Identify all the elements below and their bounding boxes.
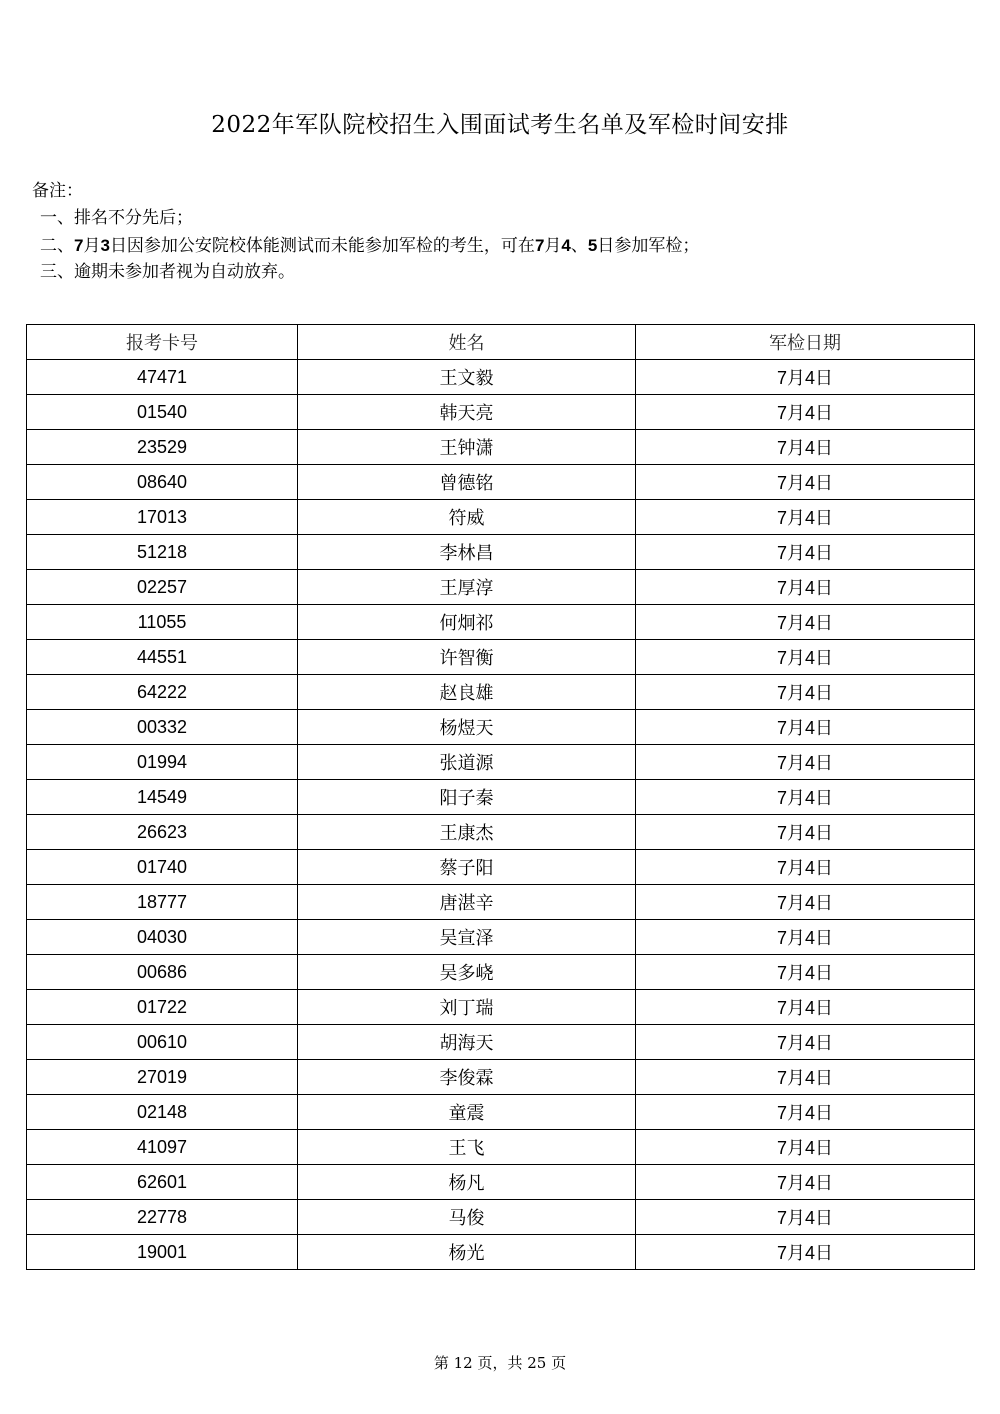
cell-exam-date: 7月4日	[636, 465, 975, 500]
cell-exam-date: 7月4日	[636, 430, 975, 465]
cell-card-number: 47471	[27, 360, 298, 395]
table-row	[27, 675, 975, 710]
table-row	[27, 815, 975, 850]
cell-card-number: 23529	[27, 430, 298, 465]
cell-exam-date: 7月4日	[636, 1235, 975, 1270]
cell-name: 王飞	[298, 1130, 636, 1165]
table-body	[27, 360, 975, 1270]
cell-name: 胡海天	[298, 1025, 636, 1060]
note-item-2-part: 月	[83, 236, 101, 256]
note-item-3: 三、逾期未参加者视为自动放弃。	[40, 262, 295, 282]
cell-exam-date: 7月4日	[636, 815, 975, 850]
note-item-2-part: 日参加军检；	[597, 236, 700, 256]
cell-name: 张道源	[298, 745, 636, 780]
cell-exam-date: 7月4日	[636, 395, 975, 430]
cell-exam-date: 7月4日	[636, 360, 975, 395]
table-row	[27, 395, 975, 430]
note-item-2-part: 月	[544, 236, 562, 256]
cell-exam-date: 7月4日	[636, 570, 975, 605]
cell-card-number: 51218	[27, 535, 298, 570]
cell-exam-date: 7月4日	[636, 885, 975, 920]
cell-name: 唐湛辛	[298, 885, 636, 920]
table-row	[27, 850, 975, 885]
table-row	[27, 1025, 975, 1060]
cell-exam-date: 7月4日	[636, 500, 975, 535]
document-title: 2022年军队院校招生入围面试考生名单及军检时间安排	[211, 112, 789, 138]
cell-exam-date: 7月4日	[636, 850, 975, 885]
cell-card-number: 01722	[27, 990, 298, 1025]
table-row	[27, 920, 975, 955]
cell-exam-date: 7月4日	[636, 1130, 975, 1165]
cell-card-number: 14549	[27, 780, 298, 815]
table-header-row	[27, 325, 975, 360]
cell-name: 杨煜天	[298, 710, 636, 745]
cell-exam-date: 7月4日	[636, 675, 975, 710]
table-row	[27, 1165, 975, 1200]
cell-card-number: 41097	[27, 1130, 298, 1165]
table-row	[27, 1060, 975, 1095]
cell-name: 李林昌	[298, 535, 636, 570]
cell-name: 杨光	[298, 1235, 636, 1270]
notes-section	[32, 178, 699, 286]
cell-name: 蔡子阳	[298, 850, 636, 885]
note-item-2-part: 日因参加公安院校体能测试而未能参加军检的考生，可在	[109, 236, 535, 256]
cell-exam-date: 7月4日	[636, 745, 975, 780]
cell-name: 符威	[298, 500, 636, 535]
table-row	[27, 465, 975, 500]
cell-exam-date: 7月4日	[636, 1025, 975, 1060]
page-number: 第 12 页，共 25 页	[433, 1354, 567, 1372]
cell-card-number: 01540	[27, 395, 298, 430]
table-row	[27, 1130, 975, 1165]
candidate-table	[26, 324, 975, 1270]
cell-card-number: 08640	[27, 465, 298, 500]
note-item-2-part: 7	[74, 236, 84, 255]
note-item-2-part: 、	[570, 236, 588, 256]
column-header-card-number: 报考卡号	[27, 325, 298, 360]
cell-exam-date: 7月4日	[636, 990, 975, 1025]
cell-exam-date: 7月4日	[636, 1165, 975, 1200]
table-row	[27, 535, 975, 570]
note-item-2-part: 5	[587, 236, 598, 255]
cell-name: 刘丁瑞	[298, 990, 636, 1025]
table-row	[27, 1200, 975, 1235]
cell-name: 吴宣泽	[298, 920, 636, 955]
table-row	[27, 570, 975, 605]
note-item-2-part: 二、	[40, 236, 74, 256]
cell-name: 曾德铭	[298, 465, 636, 500]
cell-card-number: 27019	[27, 1060, 298, 1095]
cell-name: 王康杰	[298, 815, 636, 850]
table-row	[27, 780, 975, 815]
cell-name: 王厚淳	[298, 570, 636, 605]
table-row	[27, 745, 975, 780]
table-row	[27, 990, 975, 1025]
cell-name: 许智衡	[298, 640, 636, 675]
table-row	[27, 710, 975, 745]
column-header-name: 姓名	[298, 325, 636, 360]
cell-exam-date: 7月4日	[636, 605, 975, 640]
cell-exam-date: 7月4日	[636, 710, 975, 745]
cell-exam-date: 7月4日	[636, 535, 975, 570]
cell-card-number: 17013	[27, 500, 298, 535]
cell-name: 赵良雄	[298, 675, 636, 710]
cell-name: 吴多峣	[298, 955, 636, 990]
cell-exam-date: 7月4日	[636, 1095, 975, 1130]
cell-name: 杨凡	[298, 1165, 636, 1200]
cell-card-number: 18777	[27, 885, 298, 920]
cell-name: 王文毅	[298, 360, 636, 395]
cell-card-number: 26623	[27, 815, 298, 850]
cell-card-number: 00686	[27, 955, 298, 990]
cell-card-number: 01740	[27, 850, 298, 885]
table-row	[27, 885, 975, 920]
table-row	[27, 1235, 975, 1270]
cell-card-number: 00610	[27, 1025, 298, 1060]
table-row	[27, 500, 975, 535]
cell-exam-date: 7月4日	[636, 1060, 975, 1095]
cell-card-number: 19001	[27, 1235, 298, 1270]
cell-card-number: 64222	[27, 675, 298, 710]
table-row	[27, 430, 975, 465]
note-item-1: 一、排名不分先后；	[40, 208, 193, 228]
cell-exam-date: 7月4日	[636, 640, 975, 675]
cell-exam-date: 7月4日	[636, 780, 975, 815]
table-row	[27, 360, 975, 395]
note-item-2-part: 7	[534, 236, 545, 255]
cell-card-number: 44551	[27, 640, 298, 675]
cell-card-number: 62601	[27, 1165, 298, 1200]
note-item-2	[32, 232, 699, 259]
table-row	[27, 605, 975, 640]
cell-name: 王钟潇	[298, 430, 636, 465]
note-item-2-part: 4	[561, 236, 571, 255]
cell-name: 童震	[298, 1095, 636, 1130]
table-row	[27, 955, 975, 990]
cell-card-number: 04030	[27, 920, 298, 955]
cell-exam-date: 7月4日	[636, 920, 975, 955]
cell-card-number: 01994	[27, 745, 298, 780]
cell-card-number: 22778	[27, 1200, 298, 1235]
cell-name: 李俊霖	[298, 1060, 636, 1095]
cell-name: 阳子秦	[298, 780, 636, 815]
cell-card-number: 02148	[27, 1095, 298, 1130]
table-row	[27, 640, 975, 675]
cell-exam-date: 7月4日	[636, 955, 975, 990]
note-item-2-part: 3	[100, 236, 110, 255]
column-header-exam-date: 军检日期	[636, 325, 975, 360]
cell-exam-date: 7月4日	[636, 1200, 975, 1235]
cell-name: 何炯祁	[298, 605, 636, 640]
cell-card-number: 11055	[27, 605, 298, 640]
table-row	[27, 1095, 975, 1130]
cell-name: 韩天亮	[298, 395, 636, 430]
cell-card-number: 00332	[27, 710, 298, 745]
cell-card-number: 02257	[27, 570, 298, 605]
notes-heading: 备注：	[32, 181, 83, 201]
cell-name: 马俊	[298, 1200, 636, 1235]
